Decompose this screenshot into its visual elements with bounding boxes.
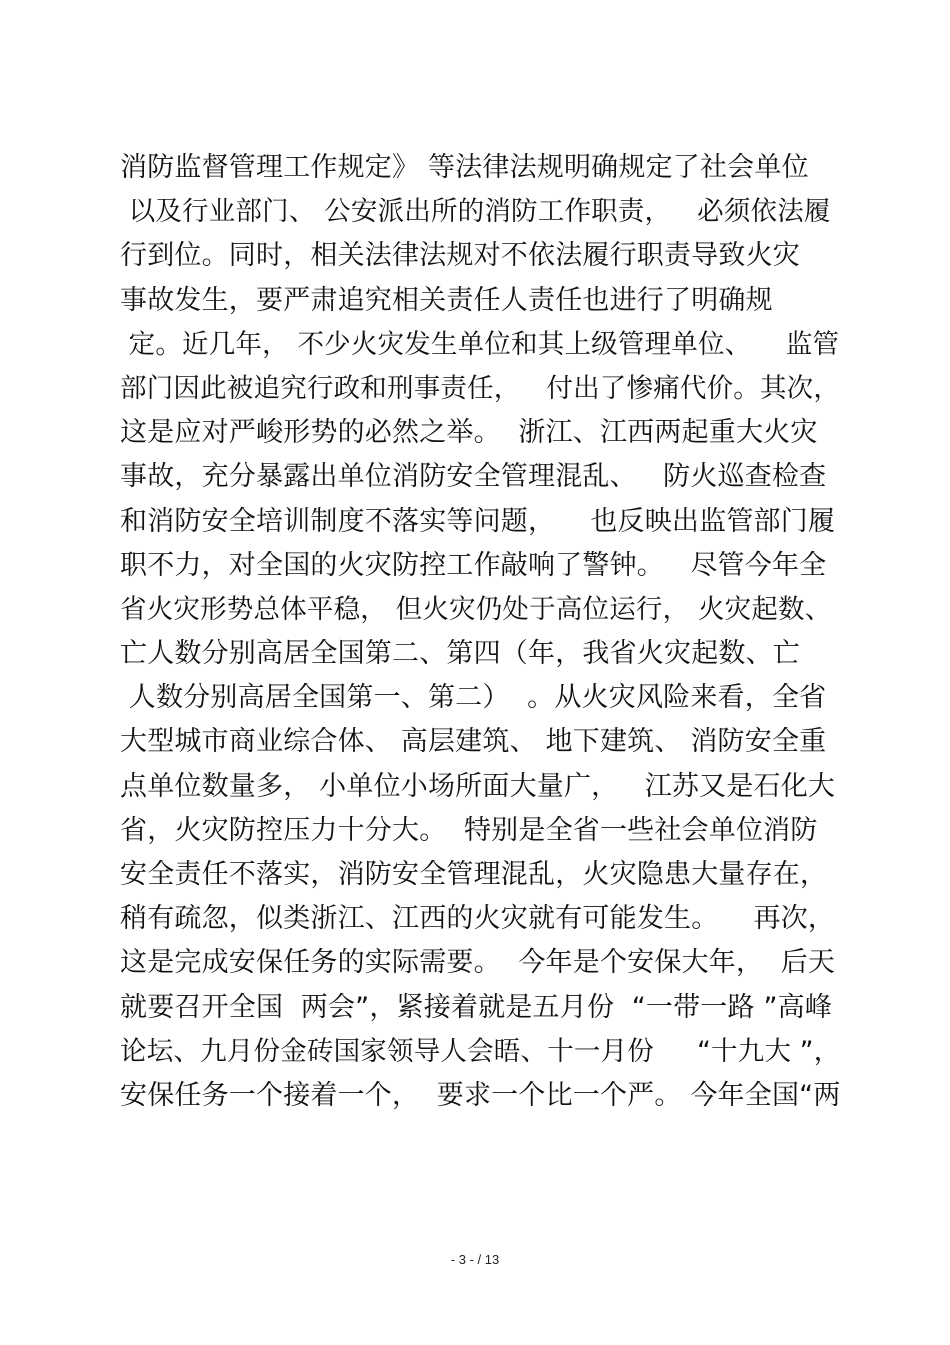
text-line-22: 安保任务一个接着一个， 要求一个比一个严。 今年全国“两 — [120, 1079, 841, 1111]
text-line-4: 事故发生，要严肃追究相关责任人责任也进行了明确规 — [120, 284, 773, 316]
text-line-13: 人数分别高居全国第一、第二） 。从火灾风险来看，全省 — [120, 682, 827, 714]
text-line-5: 定。近几年， 不少火灾发生单位和其上级管理单位、 监管 — [120, 328, 840, 360]
text-line-11: 省火灾形势总体平稳， 但火灾仍处于高位运行， 火灾起数、 — [120, 593, 832, 625]
text-line-6: 部门因此被追究行政和刑事责任， 付出了惨痛代价。其次， — [120, 372, 841, 404]
text-line-7: 这是应对严峻形势的必然之举。 浙江、江西两起重大火灾 — [120, 417, 818, 449]
text-line-18: 稍有疏忽，似类浙江、江西的火灾就有可能发生。 再次， — [120, 903, 836, 935]
text-line-16: 省，火灾防控压力十分大。 特别是全省一些社会单位消防 — [120, 814, 818, 846]
text-line-19: 这是完成安保任务的实际需要。 今年是个安保大年， 后天 — [120, 947, 836, 979]
page-number: - 3 - / 13 — [450, 1252, 500, 1267]
text-line-1: 消防监督管理工作规定》 等法律法规明确规定了社会单位 — [120, 152, 809, 183]
text-line-10: 职不力，对全国的火灾防控工作敲响了警钟。 尽管今年全 — [120, 549, 827, 581]
text-line-2: 以及行业部门、 公安派出所的消防工作职责， 必须依法履 — [120, 196, 831, 228]
text-line-3: 行到位。同时，相关法律法规对不依法履行职责导致火灾 — [120, 240, 800, 272]
text-line-15: 点单位数量多， 小单位小场所面大量广， 江苏又是石化大 — [120, 770, 836, 802]
text-line-9: 和消防安全培训制度不落实等问题， 也反映出监管部门履 — [120, 505, 836, 537]
body-text — [120, 146, 840, 1118]
text-line-17: 安全责任不落实，消防安全管理混乱，火灾隐患大量存在， — [120, 859, 828, 890]
text-line-8: 事故，充分暴露出单位消防安全管理混乱、 防火巡查检查 — [120, 461, 827, 493]
text-line-12: 亡人数分别高居全国第二、第四（年，我省火灾起数、亡 — [120, 638, 800, 670]
text-line-20: 就要召开全国 两会”，紧接着就是五月份 “一带一路 ”高峰 — [120, 991, 833, 1023]
text-line-21: 论坛、九月份金砖国家领导人会晤、十一月份 “十九大 ”， — [120, 1035, 841, 1067]
text-line-14: 大型城市商业综合体、 高层建筑、 地下建筑、 消防安全重 — [120, 726, 827, 758]
